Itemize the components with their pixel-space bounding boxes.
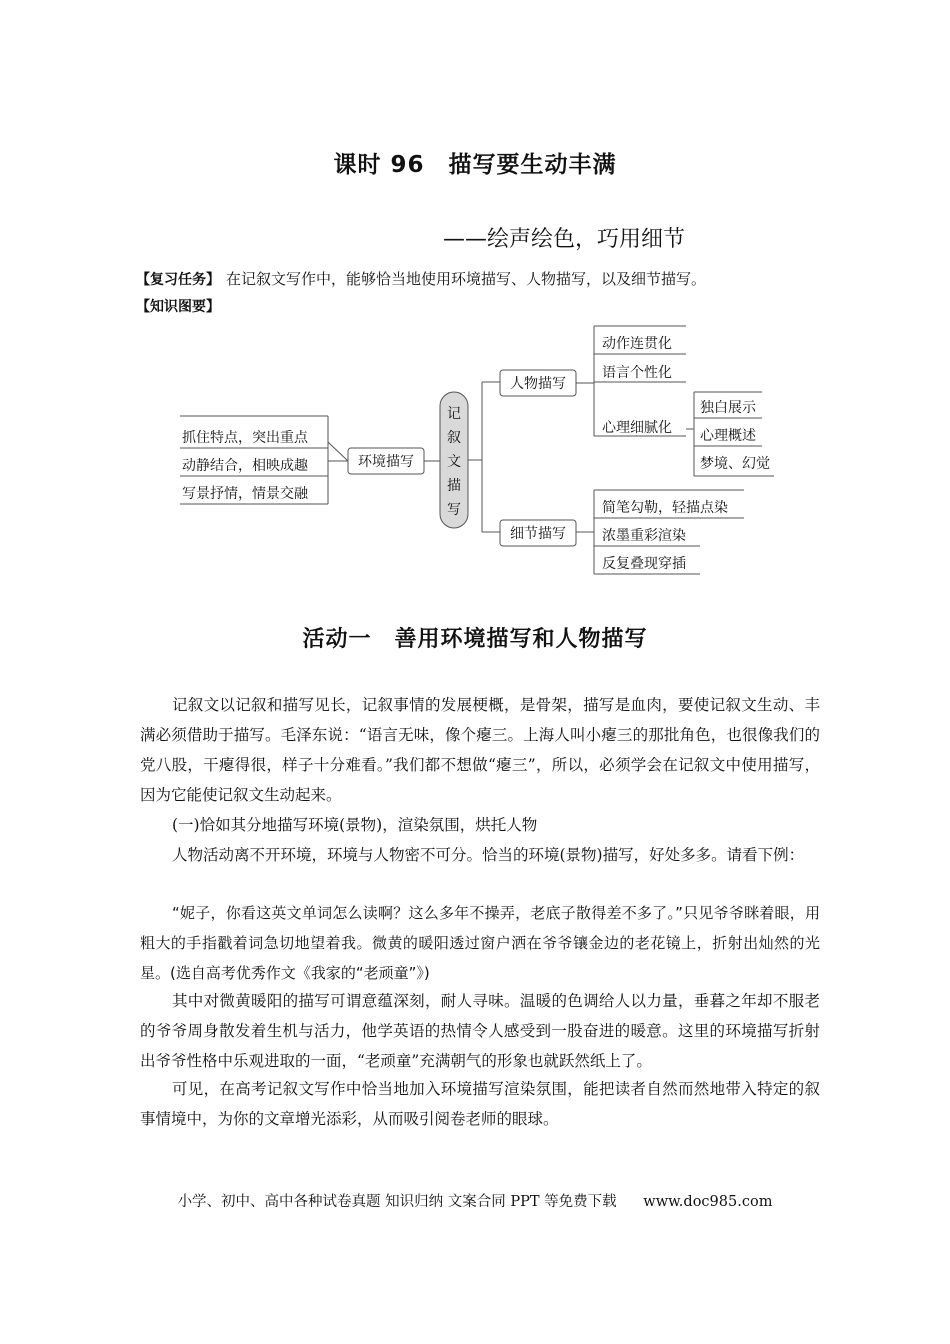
footer-site[interactable]: www.doc985.com <box>643 1194 773 1210</box>
review-tag: 【复习任务】 <box>136 272 220 288</box>
person-item: 心理细腻化 <box>602 420 672 436</box>
psych-item: 独白展示 <box>700 400 756 416</box>
center-char: 文 <box>447 454 461 470</box>
example-quote: “妮子，你看这英文单词怎么读啊？这么多年不操弄，老底子散得差不多了。”只见爷爷眯着眼，用粗大的手指戳着词急切地望着我。微黄的暖阳透过窗户洒在爷爷镶金边的老花镜上，折射出灿然的光星。(选自高考优秀作文《我家的“老顽童”》) <box>140 904 820 982</box>
detail-item: 反复叠现穿插 <box>602 556 686 572</box>
env-item: 动静结合，相映成趣 <box>182 458 308 474</box>
connector <box>328 442 348 461</box>
psych-items <box>694 392 774 476</box>
center-char: 写 <box>447 502 461 518</box>
person-items <box>594 326 686 436</box>
knowledge-map-heading <box>136 296 220 316</box>
psych-item: 心理概述 <box>700 428 756 444</box>
footer <box>0 1190 950 1211</box>
footer-text: 小学、初中、高中各种试卷真题 知识归纳 文案合同 PPT 等免费下载 <box>177 1194 617 1210</box>
center-char: 记 <box>447 406 461 422</box>
page-subtitle: ——绘声绘色，巧用细节 <box>443 227 686 252</box>
activity-title: 活动一 善用环境描写和人物描写 <box>302 627 648 652</box>
env-item: 写景抒情，情景交融 <box>182 486 308 502</box>
detail-item: 简笔勾勒，轻描点染 <box>602 500 728 516</box>
env-item: 抓住特点，突出重点 <box>182 430 308 446</box>
paragraph-conclusion: 可见，在高考记叙文写作中恰当地加入环境描写渲染氛围，能把读者自然而然地带入特定的叙事情境中，为你的文章增光添彩，从而吸引阅卷老师的眼球。 <box>140 1080 820 1128</box>
person-item: 语言个性化 <box>602 365 672 381</box>
knowledge-tag: 【知识图要】 <box>136 299 220 315</box>
center-char: 叙 <box>447 430 461 446</box>
person-label: 人物描写 <box>510 376 566 392</box>
center-char: 描 <box>447 478 461 494</box>
review-text: 在记叙文写作中，能够恰当地使用环境描写、人物描写，以及细节描写。 <box>226 270 707 288</box>
psych-item: 梦境、幻觉 <box>700 456 770 472</box>
paragraph-intro: 记叙文以记叙和描写见长，记叙事情的发展梗概，是骨架，描写是血肉，要使记叙文生动、丰满必须借助于描写。毛泽东说：“语言无味，像个瘪三。上海人叫小瘪三的那批角色，也很像我们的党八股，干瘪得很，样子十分难看。”我们都不想做“瘪三”，所以，必须学会在记叙文中使用描写，因为它能使记叙文生动起来。 <box>140 696 820 804</box>
review-task <box>136 268 706 289</box>
knowledge-mindmap <box>170 318 790 588</box>
page-title: 课时 96 描写要生动丰满 <box>333 152 617 178</box>
person-item: 动作连贯化 <box>602 336 672 352</box>
env-items <box>180 416 328 504</box>
env-label: 环境描写 <box>358 454 414 470</box>
subsection-heading: (一)恰如其分地描写环境(景物)，渲染氛围，烘托人物 <box>172 816 538 834</box>
paragraph-env: 人物活动离不开环境，环境与人物密不可分。恰当的环境(景物)描写，好处多多。请看下例： <box>172 846 805 864</box>
detail-label: 细节描写 <box>510 526 566 542</box>
detail-items <box>594 490 744 574</box>
detail-item: 浓墨重彩渲染 <box>602 528 686 544</box>
paragraph-analysis: 其中对微黄暖阳的描写可谓意蕴深刻，耐人寻味。温暖的色调给人以力量，垂暮之年却不服老的爷爷周身散发着生机与活力，他学英语的热情令人感受到一股奋进的暖意。这里的环境描写折射出爷爷性格中乐观进取的一面，“老顽童”充满朝气的形象也就跃然纸上了。 <box>140 992 820 1070</box>
